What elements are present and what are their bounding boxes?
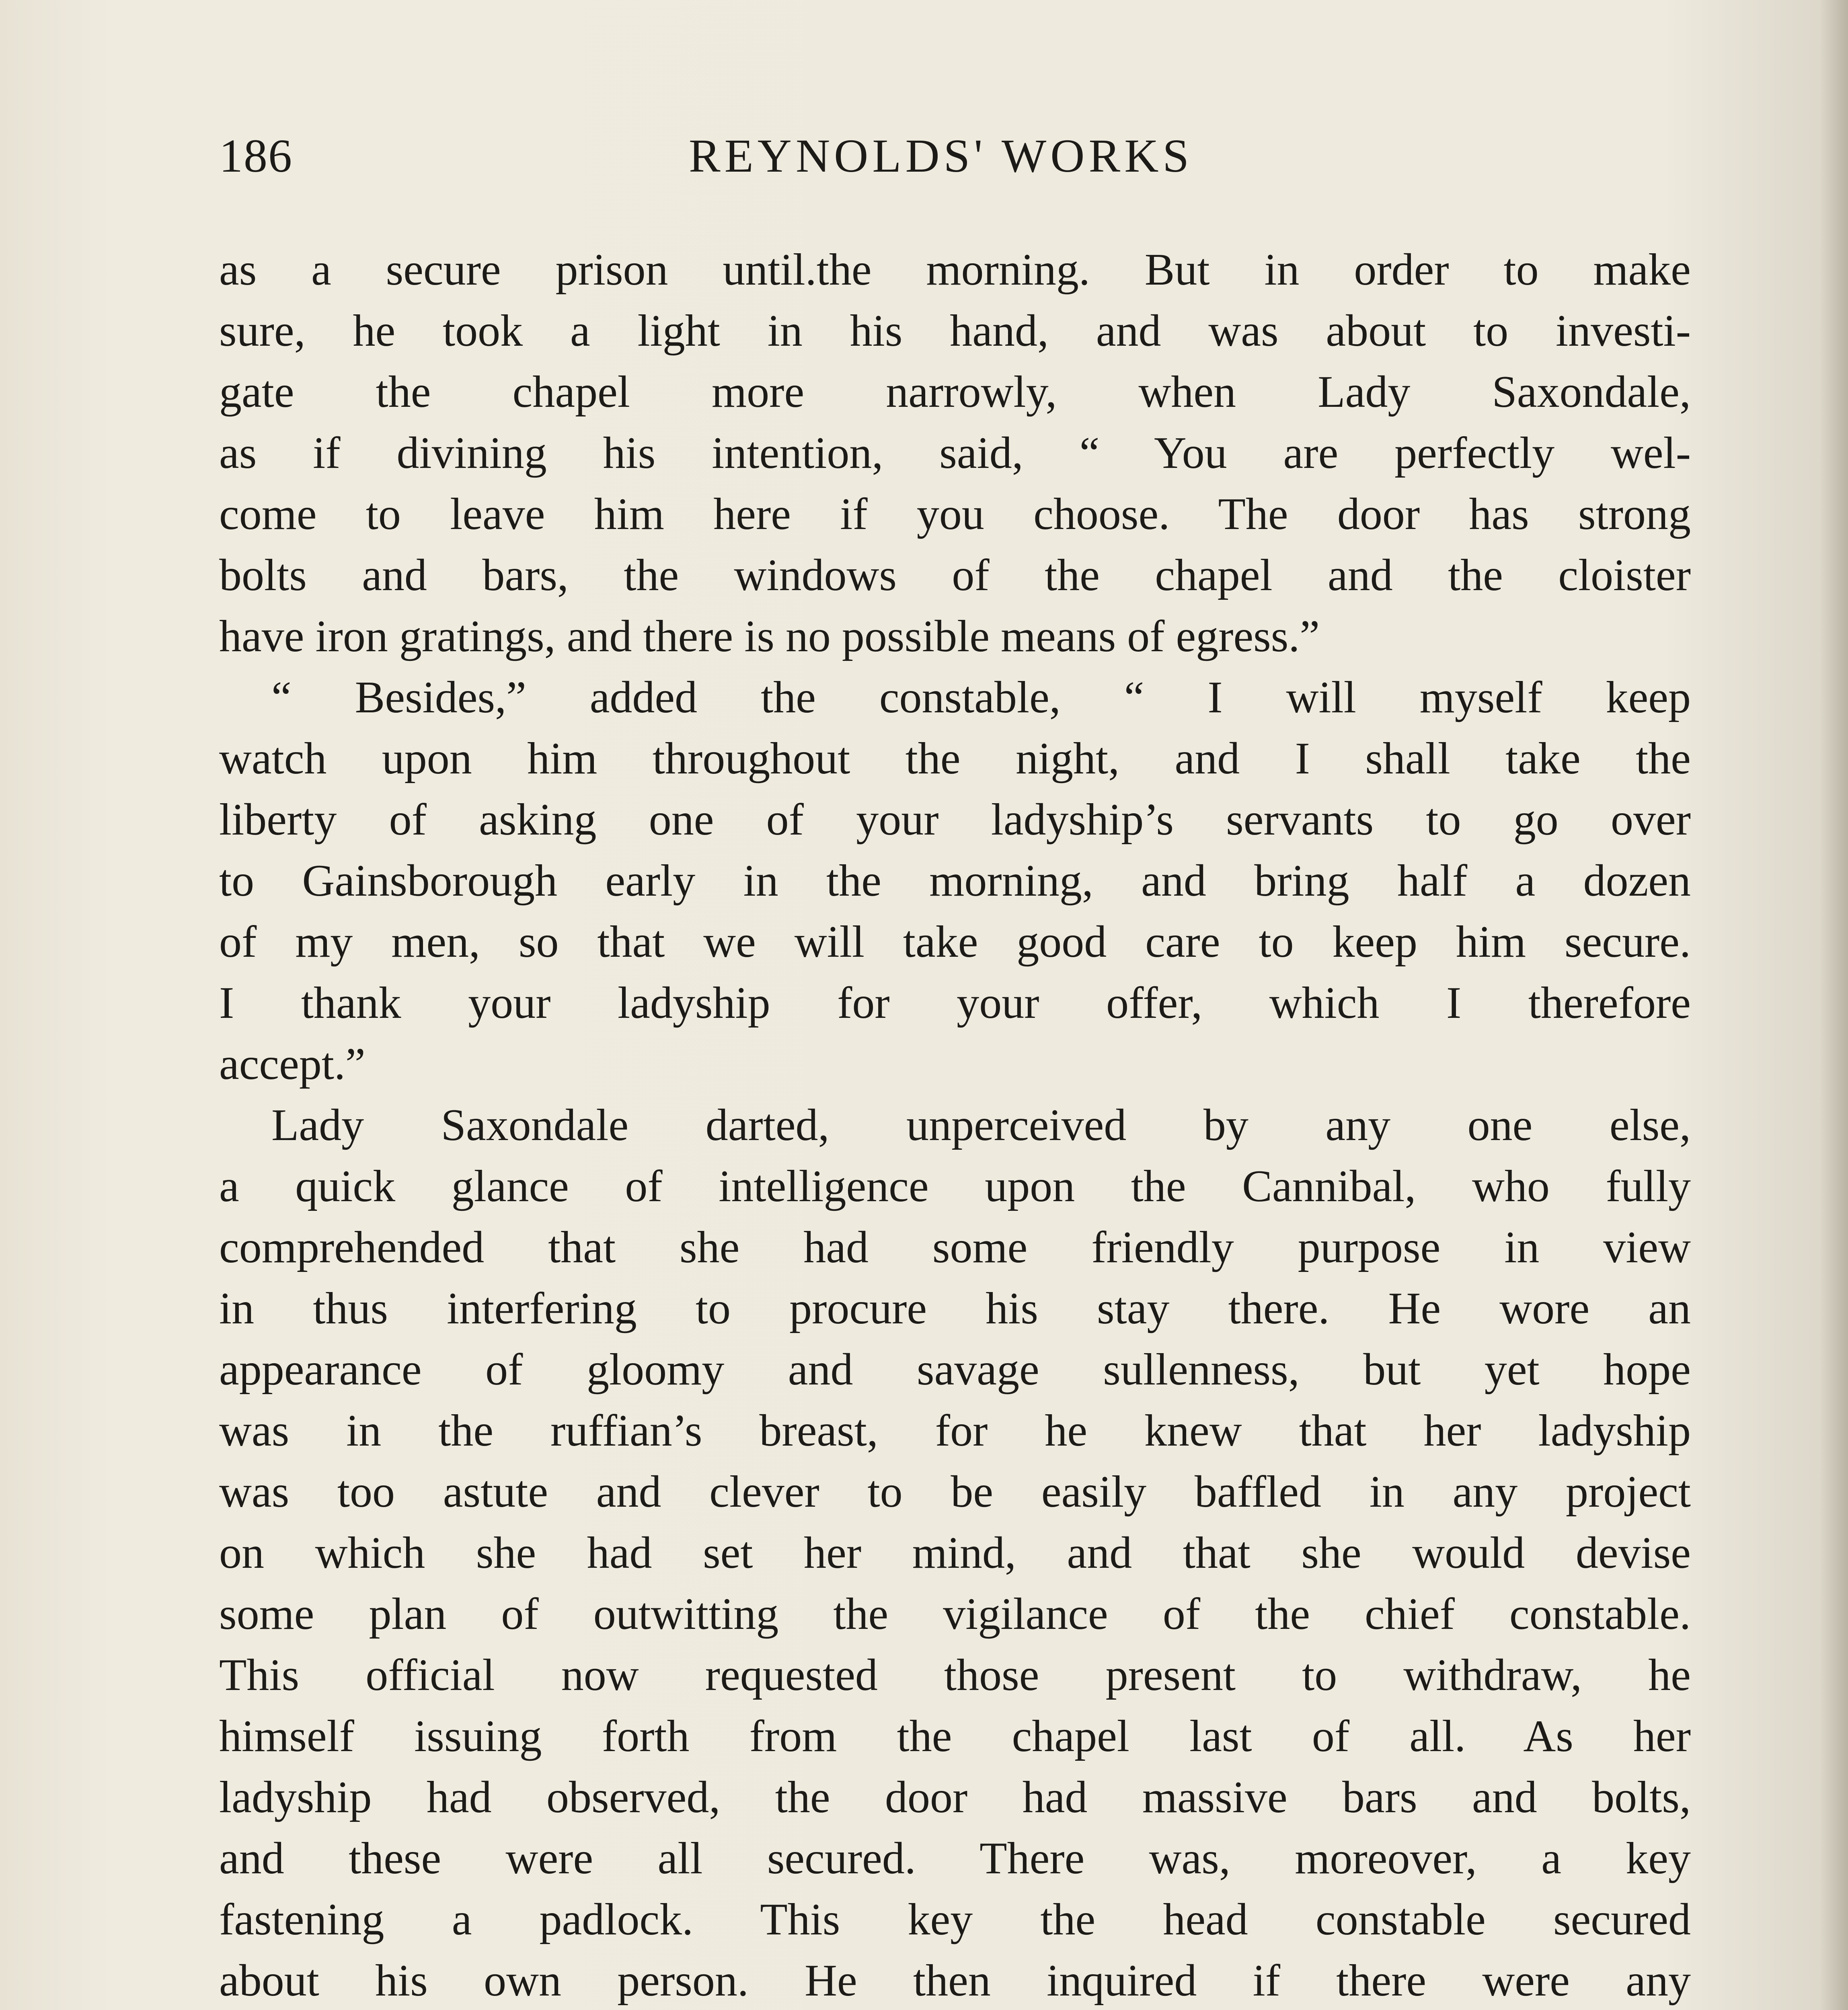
text-line: as a secure prison until.the morning. But in order to make xyxy=(219,245,1691,295)
text-line: a quick glance of intelligence upon the Cannibal, who fully xyxy=(219,1161,1691,1211)
text-line: as if divining his intention, said, “ You are perfectly wel- xyxy=(219,428,1691,478)
text-line: in thus interfering to procure his stay there. He wore an xyxy=(219,1284,1691,1333)
text-line: comprehended that she had some friendly purpose in view xyxy=(219,1222,1691,1272)
text-line: watch upon him throughout the night, and I shall take the xyxy=(219,734,1691,783)
body-text xyxy=(219,239,1691,2010)
page-number: 186 xyxy=(219,129,293,182)
page-edge-shadow xyxy=(1820,0,1848,2010)
text-line: sure, he took a light in his hand, and was about to investi- xyxy=(219,306,1691,356)
text-line: “ Besides,” added the constable, “ I will myself keep xyxy=(271,673,1691,722)
text-line: liberty of asking one of your ladyship’s servants to go over xyxy=(219,795,1691,845)
text-line: appearance of gloomy and savage sullenness, but yet hope xyxy=(219,1345,1691,1395)
text-line: Lady Saxondale darted, unperceived by any one else, xyxy=(271,1100,1691,1150)
text-line: on which she had set her mind, and that she would devise xyxy=(219,1528,1691,1578)
text-line: This official now requested those present to withdraw, he xyxy=(219,1650,1691,1700)
text-line: and these were all secured. There was, moreover, a key xyxy=(219,1834,1691,1883)
text-line: come to leave him here if you choose. The door has strong xyxy=(219,489,1691,539)
text-line: bolts and bars, the windows of the chapel and the cloister xyxy=(219,550,1691,600)
text-line: some plan of outwitting the vigilance of the chief constable. xyxy=(219,1589,1691,1639)
text-line: about his own person. He then inquired if there were any xyxy=(219,1956,1691,2006)
text-line: of my men, so that we will take good care to keep him secure. xyxy=(219,917,1691,967)
text-line: to Gainsborough early in the morning, and bring half a dozen xyxy=(219,856,1691,906)
text-line: accept.” xyxy=(219,1039,365,1089)
text-line: was too astute and clever to be easily baffled in any project xyxy=(219,1467,1691,1517)
text-line: himself issuing forth from the chapel last of all. As her xyxy=(219,1711,1691,1761)
text-line: fastening a padlock. This key the head constable secured xyxy=(219,1895,1691,1944)
text-line: I thank your ladyship for your offer, which I therefore xyxy=(219,978,1691,1028)
text-line: ladyship had observed, the door had massive bars and bolts, xyxy=(219,1772,1691,1822)
text-line: was in the ruffian’s breast, for he knew that her ladyship xyxy=(219,1406,1691,1456)
running-title: REYNOLDS' WORKS xyxy=(688,129,1193,182)
text-line: gate the chapel more narrowly, when Lady Saxondale, xyxy=(219,367,1691,417)
text-line: have iron gratings, and there is no possible means of egress.” xyxy=(219,611,1320,661)
page-header xyxy=(219,129,1663,193)
